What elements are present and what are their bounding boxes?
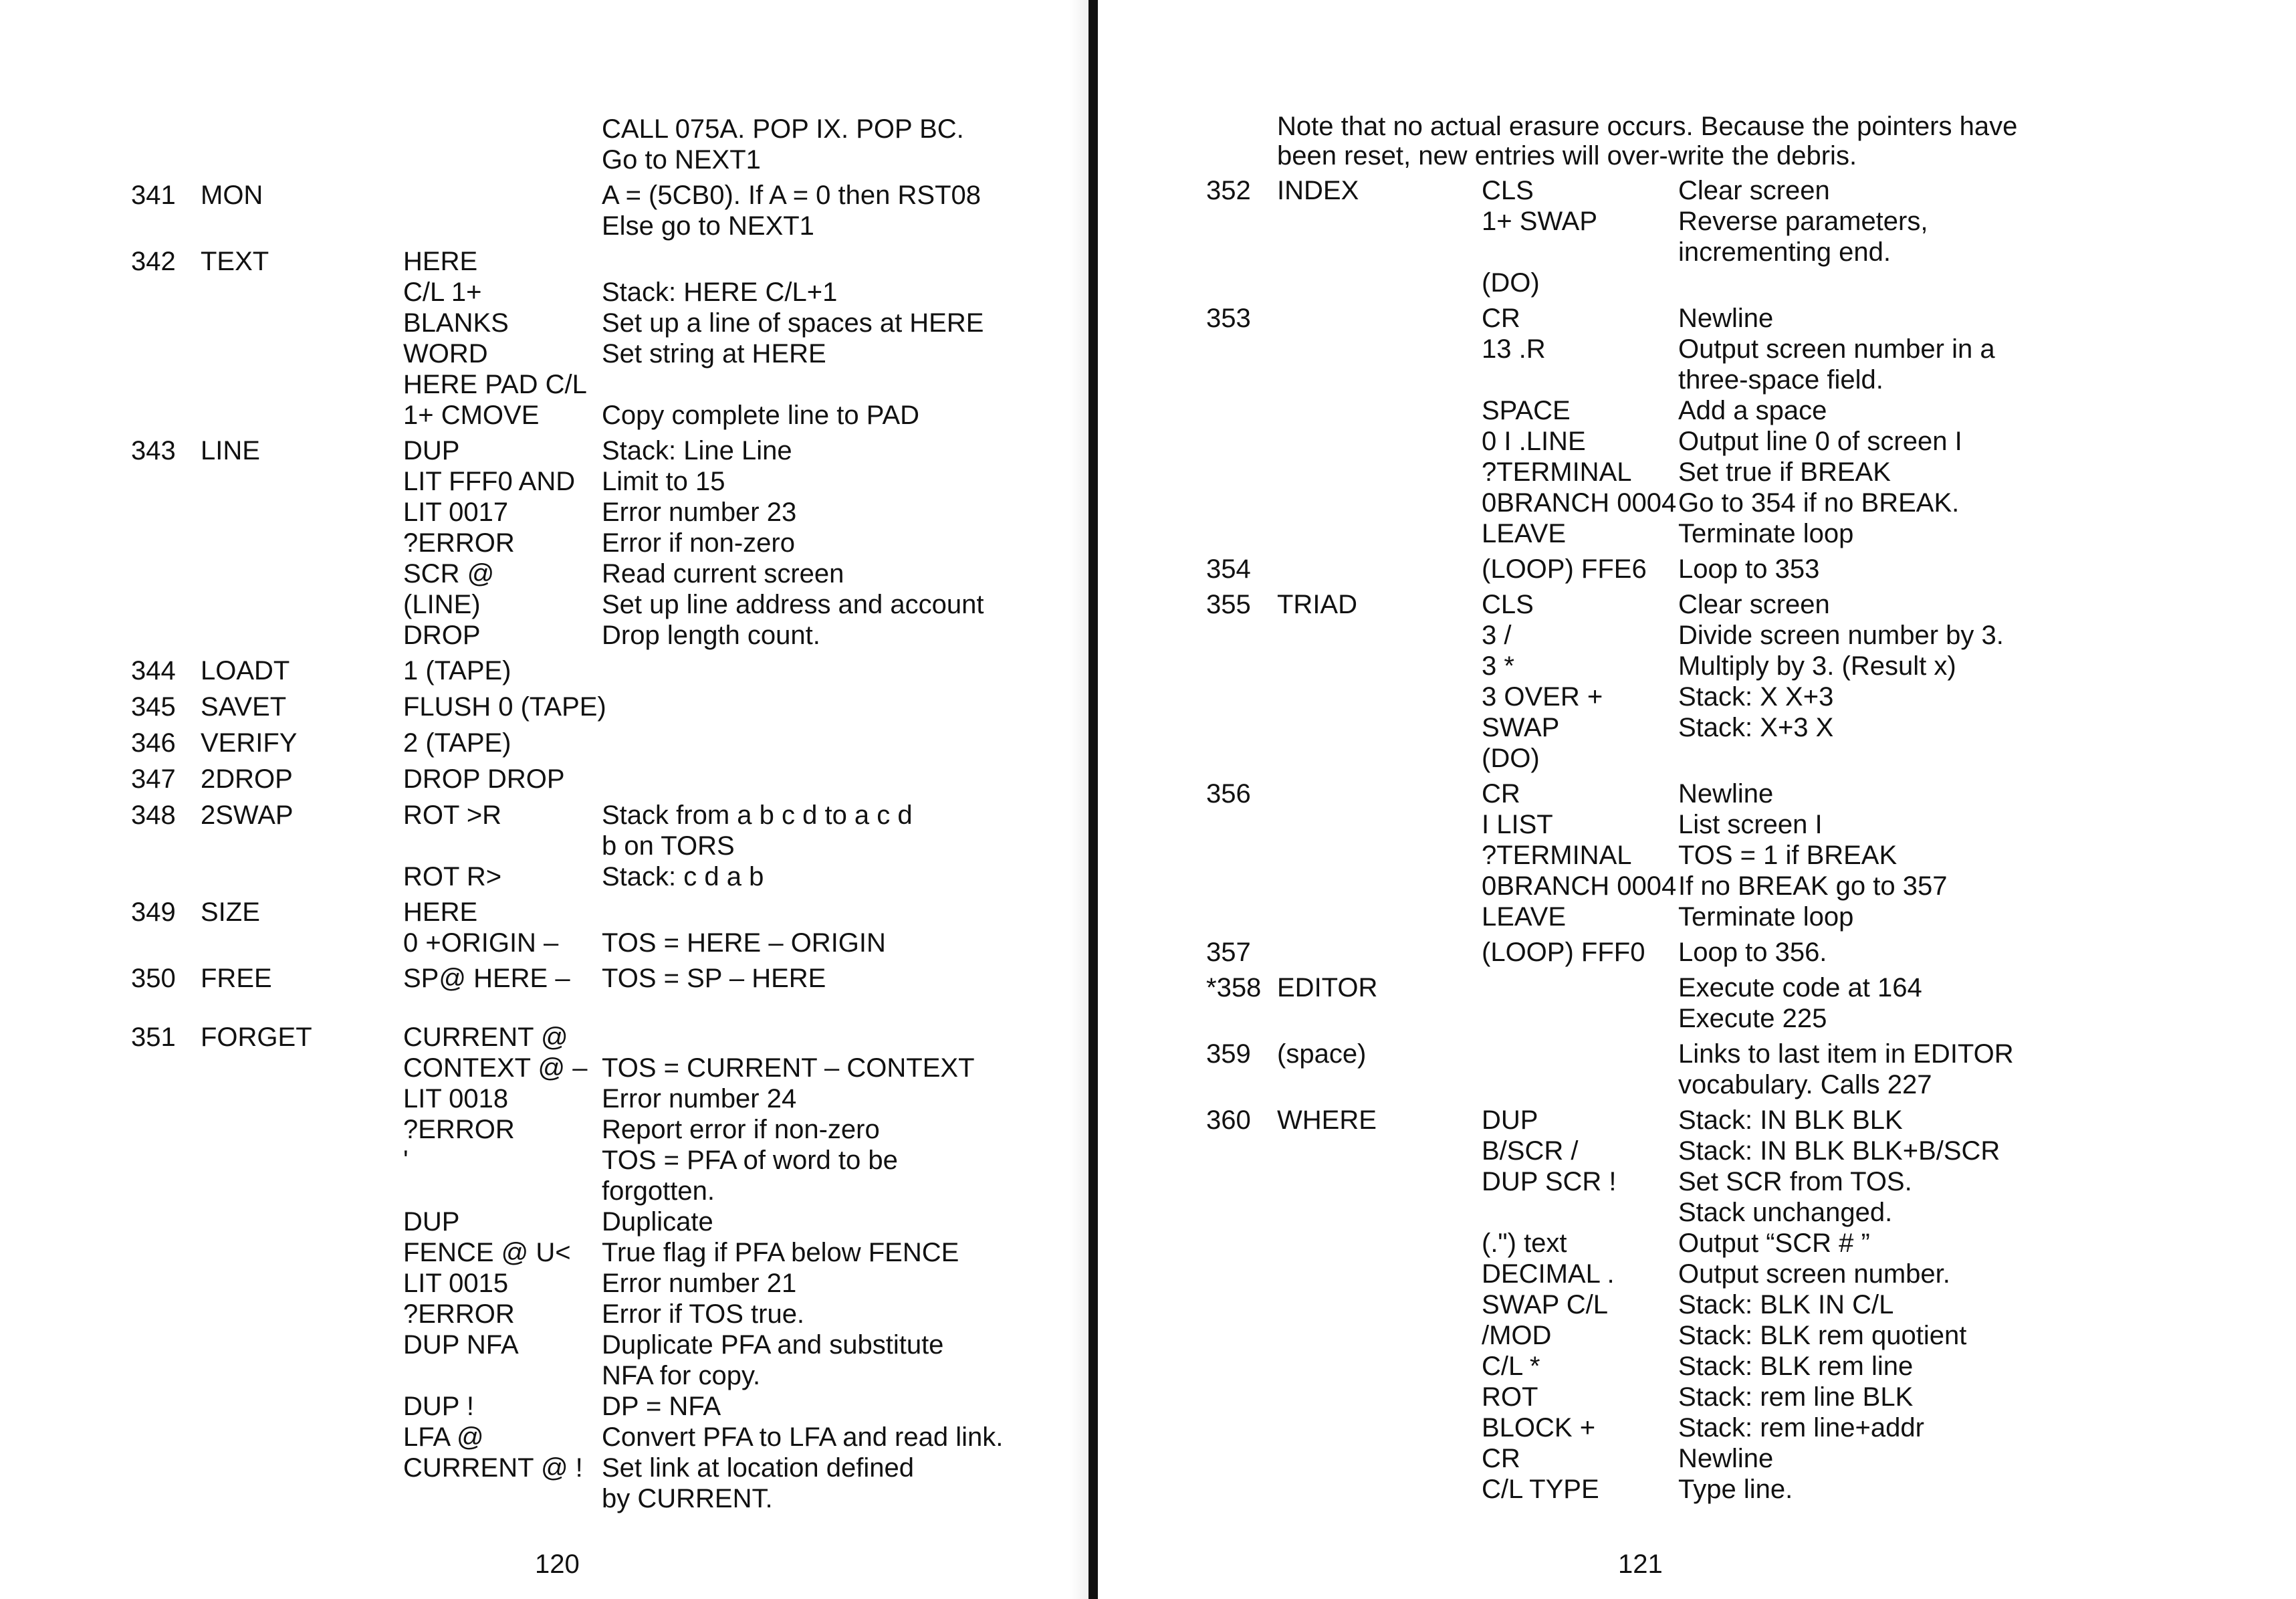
forth-words: LIT 0018	[403, 1084, 509, 1113]
forth-words: B/SCR /	[1482, 1136, 1579, 1166]
listing-row	[1110, 1351, 2296, 1382]
description: incrementing end.	[1678, 237, 1891, 267]
description: Go to NEXT1	[602, 145, 761, 175]
description: Stack: BLK IN C/L	[1678, 1290, 1894, 1319]
forth-words: ROT >R	[403, 801, 502, 830]
listing-row	[0, 831, 1083, 861]
listing-row	[1110, 1443, 2296, 1474]
listing-row	[0, 435, 1083, 466]
forth-words: 3 OVER +	[1482, 682, 1603, 712]
description: Output screen number in a	[1678, 334, 1995, 364]
listing-row	[1110, 901, 2296, 932]
description: Set true if BREAK	[1678, 457, 1891, 487]
listing-row	[0, 1453, 1083, 1483]
description: Loop to 353	[1678, 554, 1820, 584]
description: Go to 354 if no BREAK.	[1678, 488, 1960, 518]
forth-words: 1+ SWAP	[1482, 207, 1598, 236]
listing-row	[0, 963, 1083, 994]
forth-words: 0BRANCH 0004	[1482, 871, 1677, 901]
description: Set up line address and account	[602, 590, 984, 619]
forth-words: DUP	[403, 436, 460, 465]
listing-row	[0, 466, 1083, 497]
listing-row	[1110, 1228, 2296, 1259]
screen-number: *358	[1206, 973, 1262, 1002]
description: Stack: c d a b	[602, 862, 764, 891]
listing-row	[1110, 778, 2296, 809]
forth-words: C/L TYPE	[1482, 1475, 1599, 1504]
description: Links to last item in EDITOR	[1678, 1039, 2014, 1069]
description: Type line.	[1678, 1475, 1793, 1504]
screen-number: 359	[1206, 1039, 1251, 1069]
listing-row	[0, 1176, 1083, 1206]
listing-row	[0, 1329, 1083, 1360]
word-name: SAVET	[201, 692, 287, 722]
description: Newline	[1678, 304, 1774, 333]
listing-row	[0, 1360, 1083, 1391]
forth-words: CLS	[1482, 176, 1534, 205]
screen-number: 346	[131, 728, 176, 758]
listing-row	[0, 144, 1083, 175]
listing-row	[0, 180, 1083, 211]
listing-row	[0, 691, 1083, 722]
description: Drop length count.	[602, 621, 820, 650]
listing-row	[1110, 1136, 2296, 1166]
listing-row	[1110, 457, 2296, 488]
listing-row	[1110, 1197, 2296, 1228]
description: TOS = HERE – ORIGIN	[602, 928, 886, 958]
description: CALL 075A. POP IX. POP BC.	[602, 114, 964, 144]
forth-words: FLUSH 0 (TAPE)	[403, 692, 606, 722]
forth-words: ROT	[1482, 1382, 1538, 1412]
forth-words: 0 I .LINE	[1482, 427, 1586, 456]
listing-row	[0, 1114, 1083, 1145]
description: Error number 24	[602, 1084, 797, 1113]
description: Error if non-zero	[602, 528, 795, 558]
description: NFA for copy.	[602, 1361, 761, 1390]
description: TOS = PFA of word to be	[602, 1146, 898, 1175]
description: Stack: Line Line	[602, 436, 792, 465]
description: b on TORS	[602, 831, 735, 861]
screen-number: 360	[1206, 1105, 1251, 1135]
word-name: 2DROP	[201, 764, 293, 794]
description: TOS = SP – HERE	[602, 964, 826, 993]
forth-words: WORD	[403, 339, 488, 368]
listing-row	[1110, 651, 2296, 681]
word-name: TEXT	[201, 247, 269, 276]
description: Error number 21	[602, 1269, 797, 1298]
screen-number: 345	[131, 692, 176, 722]
listing-row	[1110, 681, 2296, 712]
forth-words: (LOOP) FFE6	[1482, 554, 1647, 584]
forth-words: CR	[1482, 779, 1520, 809]
description: Set SCR from TOS.	[1678, 1167, 1912, 1196]
listing-row	[0, 897, 1083, 928]
forth-words: CURRENT @ !	[403, 1453, 583, 1483]
description: vocabulary. Calls 227	[1678, 1070, 1932, 1099]
description: TOS = 1 if BREAK	[1678, 841, 1898, 870]
word-name: LOADT	[201, 656, 290, 685]
screen-number: 352	[1206, 176, 1251, 205]
description: Multiply by 3. (Result x)	[1678, 651, 1956, 681]
forth-words: ?ERROR	[403, 1299, 515, 1329]
listing-row	[0, 211, 1083, 241]
screen-number: 357	[1206, 938, 1251, 967]
description: Newline	[1678, 1444, 1774, 1473]
forth-words: DUP !	[403, 1392, 474, 1421]
forth-words: CLS	[1482, 590, 1534, 619]
page-number: 120	[535, 1550, 580, 1579]
description: Stack: IN BLK BLK+B/SCR	[1678, 1136, 2000, 1166]
listing-row	[1110, 268, 2296, 298]
description: Error number 23	[602, 498, 797, 527]
forth-words: DUP	[403, 1207, 460, 1237]
forth-words: I LIST	[1482, 810, 1553, 839]
description: Clear screen	[1678, 590, 1830, 619]
forth-words: ?TERMINAL	[1482, 457, 1632, 487]
forth-words: 3 *	[1482, 651, 1514, 681]
book-spine	[1088, 0, 1098, 1599]
listing-row	[1110, 1289, 2296, 1320]
description: Stack: X X+3	[1678, 682, 1834, 712]
forth-words: CURRENT @	[403, 1023, 568, 1052]
description: TOS = CURRENT – CONTEXT	[602, 1053, 975, 1083]
forth-words: CONTEXT @ –	[403, 1053, 588, 1083]
listing-row	[0, 1083, 1083, 1114]
screen-number: 350	[131, 964, 176, 993]
description: Output “SCR # ”	[1678, 1229, 1870, 1258]
listing-row	[1110, 1474, 2296, 1505]
listing-row	[0, 400, 1083, 431]
word-name: (space)	[1277, 1039, 1367, 1069]
word-name: 2SWAP	[201, 801, 294, 830]
listing-row	[1110, 1105, 2296, 1136]
listing-row	[0, 589, 1083, 620]
description: by CURRENT.	[602, 1484, 773, 1513]
forth-words: SWAP	[1482, 713, 1560, 742]
forth-words: BLOCK +	[1482, 1413, 1596, 1443]
description: Copy complete line to PAD	[602, 401, 920, 430]
screen-number: 353	[1206, 304, 1251, 333]
forth-words: LEAVE	[1482, 902, 1566, 932]
listing-row	[0, 277, 1083, 308]
description: Stack: BLK rem line	[1678, 1352, 1914, 1381]
forth-words: ROT R>	[403, 862, 502, 891]
left-page	[0, 0, 1083, 1599]
listing-row	[1110, 1320, 2296, 1351]
description: Stack: IN BLK BLK	[1678, 1105, 1903, 1135]
description: Output line 0 of screen I	[1678, 427, 1962, 456]
forth-words: (.") text	[1482, 1229, 1567, 1258]
description: Terminate loop	[1678, 902, 1854, 932]
listing-row	[0, 800, 1083, 831]
forth-words: FENCE @ U<	[403, 1238, 571, 1267]
forth-words: (LOOP) FFF0	[1482, 938, 1645, 967]
note-line: been reset, new entries will over-write the debris.	[1277, 141, 1857, 171]
description: True flag if PFA below FENCE	[602, 1238, 959, 1267]
page-number: 121	[1618, 1550, 1663, 1579]
word-name: INDEX	[1277, 176, 1359, 205]
word-name: LINE	[201, 436, 260, 465]
forth-words: LIT FFF0 AND	[403, 467, 576, 496]
listing-row	[0, 1391, 1083, 1422]
listing-row	[1110, 554, 2296, 584]
listing-row	[0, 528, 1083, 558]
description: Set up a line of spaces at HERE	[602, 308, 984, 338]
listing-row	[1110, 972, 2296, 1003]
forth-words: SPACE	[1482, 396, 1571, 425]
forth-words: (LINE)	[403, 590, 481, 619]
screen-number: 347	[131, 764, 176, 794]
description: Read current screen	[602, 559, 844, 589]
description: Newline	[1678, 779, 1774, 809]
listing-row	[1110, 1039, 2296, 1069]
forth-words: 1+ CMOVE	[403, 401, 540, 430]
description: Stack: rem line BLK	[1678, 1382, 1914, 1412]
screen-number: 348	[131, 801, 176, 830]
forth-words: '	[403, 1146, 409, 1175]
description: Else go to NEXT1	[602, 211, 814, 241]
screen-number: 349	[131, 897, 176, 927]
word-name: WHERE	[1277, 1105, 1377, 1135]
forth-words: LEAVE	[1482, 519, 1566, 548]
listing-row	[0, 497, 1083, 528]
forth-words: ?ERROR	[403, 1115, 515, 1144]
word-name: TRIAD	[1277, 590, 1357, 619]
book-gutter-shadow	[1070, 0, 1088, 1599]
description: Set link at location defined	[602, 1453, 914, 1483]
listing-row	[1110, 1259, 2296, 1289]
forth-words: SP@ HERE –	[403, 964, 570, 993]
forth-words: (DO)	[1482, 744, 1540, 773]
listing-row	[0, 655, 1083, 686]
description: A = (5CB0). If A = 0 then RST08	[602, 181, 981, 210]
description: Stack unchanged.	[1678, 1198, 1893, 1227]
listing-row	[0, 308, 1083, 338]
description: DP = NFA	[602, 1392, 721, 1421]
forth-words: HERE PAD C/L	[403, 370, 587, 399]
forth-words: CR	[1482, 304, 1520, 333]
word-name: EDITOR	[1277, 973, 1378, 1002]
word-name: FREE	[201, 964, 272, 993]
description: Clear screen	[1678, 176, 1830, 205]
listing-row	[1110, 809, 2296, 840]
forth-words: DUP	[1482, 1105, 1538, 1135]
forth-words: /MOD	[1482, 1321, 1552, 1350]
word-name: FORGET	[201, 1023, 312, 1052]
forth-words: HERE	[403, 897, 478, 927]
forth-words: (DO)	[1482, 268, 1540, 298]
word-name: MON	[201, 181, 263, 210]
forth-words: 13 .R	[1482, 334, 1546, 364]
forth-words: DROP DROP	[403, 764, 565, 794]
forth-words: BLANKS	[403, 308, 509, 338]
listing-row	[0, 1268, 1083, 1299]
listing-row	[0, 1145, 1083, 1176]
description: Duplicate	[602, 1207, 713, 1237]
listing-row	[1110, 1069, 2296, 1100]
listing-row	[0, 1422, 1083, 1453]
listing-row	[1110, 937, 2296, 968]
forth-words: 3 /	[1482, 621, 1512, 650]
description: Divide screen number by 3.	[1678, 621, 2004, 650]
description: three-space field.	[1678, 365, 1883, 395]
listing-row	[1110, 518, 2296, 549]
listing-row	[0, 1299, 1083, 1329]
listing-row	[0, 620, 1083, 651]
listing-row	[0, 1237, 1083, 1268]
forth-words: DROP	[403, 621, 481, 650]
listing-row	[0, 1206, 1083, 1237]
listing-row	[1110, 840, 2296, 871]
description: Set string at HERE	[602, 339, 826, 368]
screen-number: 341	[131, 181, 176, 210]
listing-row	[1110, 1003, 2296, 1034]
forth-words: 1 (TAPE)	[403, 656, 511, 685]
forth-words: SCR @	[403, 559, 495, 589]
listing-row	[1110, 395, 2296, 426]
description: List screen I	[1678, 810, 1823, 839]
screen-number: 342	[131, 247, 176, 276]
description: Report error if non-zero	[602, 1115, 880, 1144]
description: Reverse parameters,	[1678, 207, 1928, 236]
description: Error if TOS true.	[602, 1299, 805, 1329]
listing-row	[1110, 426, 2296, 457]
screen-number: 355	[1206, 590, 1251, 619]
listing-row	[0, 558, 1083, 589]
listing-row	[0, 114, 1083, 144]
listing-row	[1110, 1412, 2296, 1443]
forth-words: C/L 1+	[403, 278, 482, 307]
description: forgotten.	[602, 1176, 715, 1206]
listing-row	[0, 369, 1083, 400]
description: Limit to 15	[602, 467, 725, 496]
listing-row	[0, 928, 1083, 958]
forth-words: SWAP C/L	[1482, 1290, 1608, 1319]
description: Stack: BLK rem quotient	[1678, 1321, 1967, 1350]
listing-row	[0, 1053, 1083, 1083]
forth-words: CR	[1482, 1444, 1520, 1473]
description: Execute code at 164	[1678, 973, 1922, 1002]
forth-words: 0BRANCH 0004	[1482, 488, 1677, 518]
listing-row	[0, 246, 1083, 277]
forth-words: C/L *	[1482, 1352, 1540, 1381]
listing-row	[1110, 589, 2296, 620]
listing-row	[0, 1483, 1083, 1514]
forth-words: HERE	[403, 247, 478, 276]
listing-row	[1110, 303, 2296, 334]
forth-words: 2 (TAPE)	[403, 728, 511, 758]
listing-row	[1110, 712, 2296, 743]
forth-words: DUP SCR !	[1482, 1167, 1617, 1196]
listing-row	[1110, 175, 2296, 206]
listing-row	[0, 1022, 1083, 1053]
listing-row	[1110, 334, 2296, 364]
listing-row	[1110, 743, 2296, 774]
description: Stack from a b c d to a c d	[602, 801, 913, 830]
forth-words: DUP NFA	[403, 1330, 519, 1360]
listing-row	[1110, 206, 2296, 237]
forth-words: DECIMAL .	[1482, 1259, 1615, 1289]
word-name: VERIFY	[201, 728, 298, 758]
description: Stack: HERE C/L+1	[602, 278, 838, 307]
screen-number: 354	[1206, 554, 1251, 584]
listing-row	[0, 338, 1083, 369]
screen-number: 356	[1206, 779, 1251, 809]
right-page	[1110, 0, 2296, 1599]
listing-row	[1110, 620, 2296, 651]
listing-row	[0, 764, 1083, 794]
description: Convert PFA to LFA and read link.	[602, 1422, 1004, 1452]
description: Duplicate PFA and substitute	[602, 1330, 944, 1360]
listing-row	[1110, 237, 2296, 268]
description: Stack: rem line+addr	[1678, 1413, 1924, 1443]
forth-words: 0 +ORIGIN –	[403, 928, 559, 958]
description: Terminate loop	[1678, 519, 1854, 548]
listing-row	[1110, 1382, 2296, 1412]
word-name: SIZE	[201, 897, 260, 927]
description: Execute 225	[1678, 1004, 1827, 1033]
listing-row	[1110, 488, 2296, 518]
forth-words: LFA @	[403, 1422, 484, 1452]
listing-row	[1110, 871, 2296, 901]
listing-row	[0, 728, 1083, 758]
description: Loop to 356.	[1678, 938, 1827, 967]
listing-row	[0, 861, 1083, 892]
screen-number: 351	[131, 1023, 176, 1052]
forth-words: ?ERROR	[403, 528, 515, 558]
listing-row	[1110, 1166, 2296, 1197]
screen-number: 344	[131, 656, 176, 685]
description: Add a space	[1678, 396, 1827, 425]
description: Stack: X+3 X	[1678, 713, 1834, 742]
listing-row	[1110, 364, 2296, 395]
description: Output screen number.	[1678, 1259, 1950, 1289]
forth-words: LIT 0017	[403, 498, 509, 527]
forth-words: LIT 0015	[403, 1269, 509, 1298]
screen-number: 343	[131, 436, 176, 465]
note-line: Note that no actual erasure occurs. Because the pointers have	[1277, 112, 2018, 141]
description: If no BREAK go to 357	[1678, 871, 1948, 901]
forth-words: ?TERMINAL	[1482, 841, 1632, 870]
